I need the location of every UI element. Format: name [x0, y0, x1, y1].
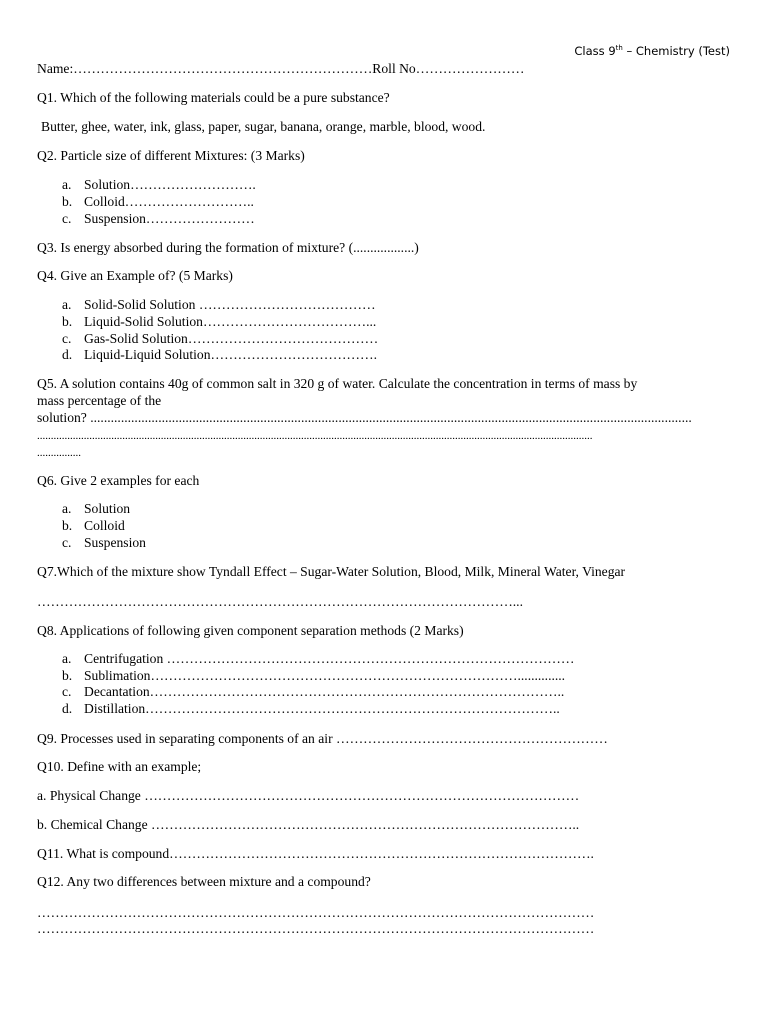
q12-answer-line-2: …………………………………………………………………………………………………………… — [37, 921, 595, 936]
q5-answer-dots-2: ................ — [37, 447, 81, 459]
q12-answer-line-1: …………………………………………………………………………………………………………… — [37, 905, 595, 920]
q10-question: Q10. Define with an example; — [37, 759, 202, 774]
test-title: – Chemistry (Test) — [622, 44, 730, 58]
q2-item-c: c. Suspension…………………… — [62, 211, 255, 226]
page-header — [574, 44, 730, 58]
q2-item-b: b. Colloid……………………….. — [62, 194, 254, 209]
q4-item-d: d. Liquid-Liquid Solution………………………………. — [62, 347, 378, 362]
q5-question-line-3: solution? ................................................................................................................................................................................. — [37, 410, 692, 425]
q12-question: Q12. Any two differences between mixture and a compound? — [37, 874, 371, 889]
q6-question: Q6. Give 2 examples for each — [37, 473, 200, 488]
class-label: Class 9 — [574, 44, 616, 58]
class-superscript: th — [615, 44, 623, 53]
q8-item-a: a. Centrifugation ……………………………………………………………………………… — [62, 651, 575, 666]
q8-item-d: d. Distillation……………………………………………………………………………….. — [62, 701, 560, 716]
q6-item-b: b. Colloid — [62, 518, 125, 533]
q6-item-a: a. Solution — [62, 501, 131, 516]
q4-item-a: a. Solid-Solid Solution ………………………………… — [62, 297, 376, 312]
q8-question: Q8. Applications of following given component separation methods (2 Marks) — [37, 623, 464, 638]
q8-item-b: b. Sublimation……………………………………………………………………….............. — [62, 668, 566, 683]
q5-question-line-2: mass percentage of the — [37, 393, 162, 408]
q4-item-c: c. Gas-Solid Solution…………………………………… — [62, 331, 379, 346]
q5-question-line-1: Q5. A solution contains 40g of common salt in 320 g of water. Calculate the concentration in terms of mass by — [37, 376, 638, 391]
q4-item-b: b. Liquid-Solid Solution………………………………... — [62, 314, 377, 329]
q10-physical-change: a. Physical Change …………………………………………………………………………………… — [37, 788, 580, 803]
q1-question: Q1. Which of the following materials could be a pure substance? — [37, 90, 390, 105]
q2-question: Q2. Particle size of different Mixtures: (3 Marks) — [37, 148, 305, 163]
q9-question: Q9. Processes used in separating components of an air …………………………………………………… — [37, 731, 608, 746]
q8-item-c: c. Decantation……………………………………………………………………………….. — [62, 684, 565, 699]
q1-material-list: Butter, ghee, water, ink, glass, paper, sugar, banana, orange, marble, blood, wood. — [41, 119, 486, 134]
q5-answer-dots-1: .......................................................................................................................................................................................................... — [37, 430, 593, 442]
q10-chemical-change: b. Chemical Change ………………………………………………………………………………….. — [37, 817, 580, 832]
q11-question: Q11. What is compound…………………………………………………………………………………. — [37, 846, 594, 861]
q7-answer-line: ……………………………………………………………………………………………... — [37, 594, 523, 609]
q3-question: Q3. Is energy absorbed during the formation of mixture? (..................) — [37, 240, 419, 255]
q4-question: Q4. Give an Example of? (5 Marks) — [37, 268, 233, 283]
q2-item-a: a. Solution………………………. — [62, 177, 256, 192]
q6-item-c: c. Suspension — [62, 535, 146, 550]
name-roll-line: Name:…………………………………………………………Roll No…………………… — [37, 61, 525, 76]
q7-question: Q7.Which of the mixture show Tyndall Effect – Sugar-Water Solution, Blood, Milk, Mineral Water, Vinegar — [37, 564, 626, 579]
